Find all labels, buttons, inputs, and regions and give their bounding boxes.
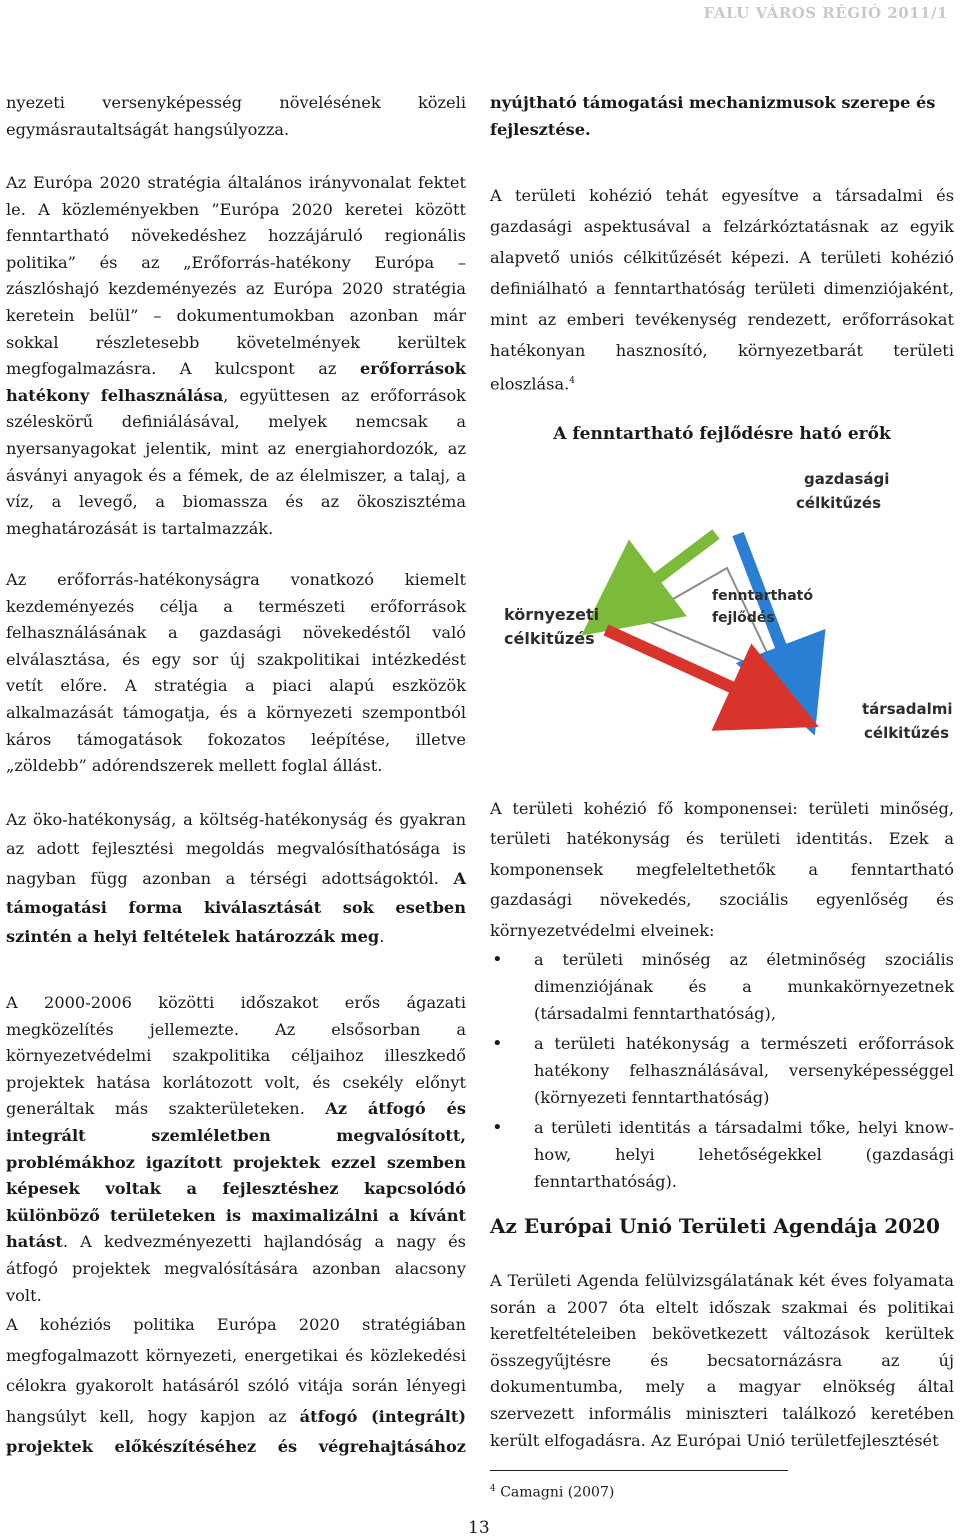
emphasis-project-preparation: átfogó (integrált) projektek előkészítéséhez és végrehajtásához — [6, 1406, 466, 1457]
sustainability-triangle-diagram — [490, 458, 958, 758]
footnote: $^4$ Camagni (2007) — [490, 1484, 615, 1501]
left-paragraph-1: nyezeti versenyképesség növelésének közeli egymásrautaltságát hangsúlyozza. — [6, 93, 466, 139]
right-paragraph-1: nyújtható támogatási mechanizmusok szerepe és fejlesztése. — [490, 93, 936, 139]
label-environment-1: környezeti — [504, 605, 600, 624]
section-heading: Az Európai Unió Területi Agendája 2020 — [490, 1214, 940, 1238]
label-economic-1: gazdasági — [804, 470, 890, 488]
label-sustainable-1: fenntartható — [712, 588, 813, 604]
running-header: FALU VÁROS RÉGIÓ 2011/1 — [703, 4, 948, 22]
footnote-divider — [490, 1470, 788, 1471]
page-number: 13 — [468, 1518, 490, 1538]
right-paragraph-4: A Területi Agenda felülvizsgálatának két éves folyamata során a 2007 óta eltelt időszak szakmai és politikai keretfeltételeiben bekövetkezett változások kerültek összegyűjtésre és becsatornázásra az új dokumentumba, mely a magyar elnökség által szervezett informális miniszteri találkozó keretében került elfogadásra. Az Európai Unió területfejlesztését — [490, 1271, 954, 1450]
left-paragraph-3: Az erőforrás-hatékonyságra vonatkozó kiemelt kezdeményezés célja a természeti erőforrások felhasználásának a gazdasági növekedéstől való elválasztása, és egy sor új szakpolitikai intézkedést vetít előre. A stratégia a piaci alapú eszközök alkalmazását támogatja, és a környezeti szempontból káros támogatások fokozatos leépítése, illetve „zöldebb” adórendszerek mellett foglal állást. — [6, 570, 466, 776]
footnote-ref: 4 — [569, 376, 576, 386]
right-paragraph-2: A területi kohézió tehát egyesítve a társadalmi és gazdasági aspektusával a felzárkóztatásnak az egyik alapvető uniós célkitűzését képezi. A területi kohézió definiálható a fenntarthatóság területi dimenziójaként, mint az emberi tevékenység rendezett, erőforrásokat hatékonyan hasznosító, környezetbarát területi eloszlása.$^4$ — [490, 186, 954, 394]
emphasis-support-form: A támogatási forma kiválasztását sok esetben szintén a helyi feltételek határozzák meg — [6, 868, 466, 947]
label-social-2: célkitűzés — [864, 724, 950, 742]
figure-title: A fenntartható fejlődésre ható erők — [553, 424, 891, 444]
left-paragraph-4: Az öko-hatékonyság, a költség-hatékonyság és gyakran az adott fejlesztési megoldás megvalósíthatósága is nagyban függ azonban a térségi adottságoktól. A támogatási forma kiválasztását sok esetben szintén a helyi feltételek határozzák meg. — [6, 810, 466, 947]
list-item: • a területi hatékonyság a természeti erőforrások hatékony felhasználásával, versenyképességgel (környezeti fenntarthatóság) — [490, 1030, 954, 1111]
label-economic-2: célkitűzés — [796, 494, 882, 512]
bullet-list — [490, 946, 954, 1198]
list-item: • a területi identitás a társadalmi tőke, helyi know-how, helyi lehetőségekkel (gazdasági fenntarthatóság). — [490, 1114, 954, 1195]
emphasis-integrated-projects: Az átfogó és integrált szemléletben megvalósított, problémákhoz igazított projektek ezzel szemben képesek voltak a fejlesztéshez kapcsolódó különböző területeken is maximalizálni a kívánt hatást — [6, 1099, 466, 1252]
label-social-1: társadalmi — [862, 700, 953, 718]
right-paragraph-3: A területi kohézió fő komponensei: területi minőség, területi hatékonyság és területi identitás. Ezek a komponensek megfeleltethetők a fenntartható gazdasági növekedés, szociális egyenlőség és környezetvédelmi elveinek: — [490, 799, 954, 940]
emphasis-resource-efficiency: erőforrások hatékony felhasználása — [6, 359, 466, 405]
bullet-icon: • — [492, 949, 503, 970]
left-paragraph-6: A kohéziós politika Európa 2020 stratégiában megfogalmazott környezeti, energetikai és közlekedési célokra gyakorolt hatásáról szóló vitája során lényegi hangsúlyt kell, hogy kapjon az átfogó (integrált) projektek előkészítéséhez és végrehajtásához — [6, 1315, 466, 1457]
left-paragraph-2: Az Európa 2020 stratégia általános irányvonalat fektet le. A közleményekben ”Európa 2020 keretei között fenntartható növekedéshez hozzájáruló regionális politika” és az „Erőforrás-hatékony Európa – zászlóshajó kezdeményezés az Európa 2020 stratégia keretein belül” – dokumentumokban azonban már sokkal részletesebb követelmények kerültek megfogalmazásra. A kulcspont az erőforrások hatékony felhasználása, együttesen az erőforrások széleskörű definiálásával, melyek nemcsak a nyersanyagokat jelentik, mint az energiahordozók, az ásványi anyagok és a fémek, de az élelmiszer, a talaj, a víz, a levegő, a biomassza és az ökoszisztéma meghatározását is tartalmazzák. — [6, 173, 466, 538]
bullet-icon: • — [492, 1033, 503, 1054]
list-item: • a területi minőség az életminőség szociális dimenziójának és a munkakörnyezetnek (társadalmi fenntarthatóság), — [490, 946, 954, 1027]
label-sustainable-2: fejlődés — [712, 610, 775, 626]
left-paragraph-5: A 2000-2006 közötti időszakot erős ágazati megközelítés jellemezte. Az elsősorban a környezetvédelmi szakpolitika céljaihoz illeszkedő projektek hatása korlátozott volt, és csekély előnyt generáltak más szakterületeken. Az átfogó és integrált szemléletben megvalósított, problémákhoz igazított projektek ezzel szemben képesek voltak a fejlesztéshez kapcsolódó különböző területeken is maximalizálni a kívánt hatást. A kedvezményezetti hajlandóság a nagy és átfogó projektek megvalósítására azonban alacsony volt. — [6, 993, 466, 1305]
label-environment-2: célkitűzés — [504, 629, 595, 648]
bullet-icon: • — [492, 1117, 503, 1138]
